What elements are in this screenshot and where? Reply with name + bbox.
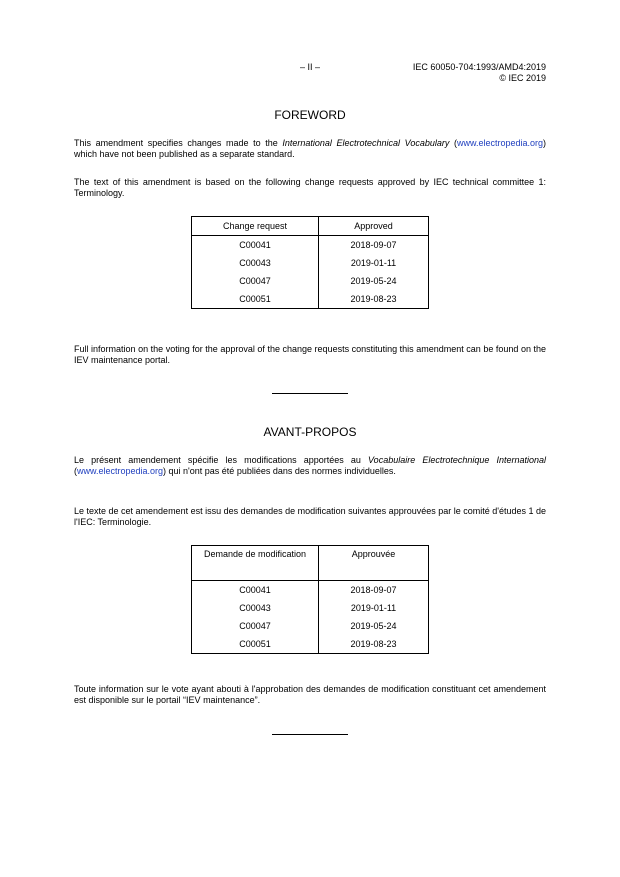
foreword-paragraph-1: This amendment specifies changes made to the International Electrotechnical Vocabulary (www.electropedia.org) which have not been published as a separate standard.	[74, 138, 547, 159]
foreword-p1-text: This amendment specifies changes made to the	[74, 138, 283, 148]
avant-propos-title: AVANT-PROPOS	[263, 425, 357, 439]
table-row	[192, 254, 429, 272]
change-request-cell: C00041	[192, 581, 319, 600]
change-request-cell: C00043	[192, 599, 319, 617]
approved-date-cell: 2019-05-24	[319, 617, 429, 635]
column-header-demande-de-modification: Demande de modification	[192, 546, 319, 581]
avant-propos-paragraph-3: Toute information sur le vote ayant abouti à l'approbation des demandes de modification constituant cet amendement est disponible sur le portail “IEV maintenance”.	[74, 684, 546, 705]
change-request-cell: C00051	[192, 290, 319, 309]
change-request-cell: C00043	[192, 254, 319, 272]
table-row	[192, 581, 429, 600]
electropedia-link[interactable]: www.electropedia.org	[77, 466, 164, 476]
approved-date-cell: 2019-08-23	[319, 635, 429, 654]
table-row	[192, 272, 429, 290]
electropedia-link[interactable]: www.electropedia.org	[456, 138, 544, 148]
avant-propos-p1-italic: Vocabulaire Electrotechnique International	[368, 455, 547, 465]
avant-propos-paragraph-1: Le présent amendement spécifie les modifications apportées au Vocabulaire Electrotechnique International (www.electropedia.org) qui n'ont pas été publiées dans des normes individuelles.	[74, 455, 547, 476]
column-header-change-request: Change request	[192, 217, 319, 236]
foreword-paragraph-3: Full information on the voting for the approval of the change requests constituting this amendment can be found on the IEV maintenance portal.	[74, 344, 546, 365]
avant-propos-paragraph-2: Le texte de cet amendement est issu des demandes de modification suivantes approuvées par le comité d'études 1 de l'IEC: Terminologie.	[74, 506, 547, 527]
approved-date-cell: 2018-09-07	[319, 581, 429, 600]
table-row	[192, 236, 429, 255]
foreword-paragraph-2: The text of this amendment is based on the following change requests approved by IEC technical committee 1: Terminology.	[74, 177, 546, 198]
section-divider	[272, 393, 348, 394]
table-row	[192, 599, 429, 617]
document-id: IEC 60050-704:1993/AMD4:2019	[412, 62, 546, 72]
approved-date-cell: 2019-05-24	[319, 272, 429, 290]
table-row	[192, 617, 429, 635]
copyright-notice: © IEC 2019	[499, 73, 546, 83]
column-header-approved: Approved	[319, 217, 429, 236]
column-header-approuvee: Approuvée	[319, 546, 429, 581]
table-row	[192, 635, 429, 654]
change-request-cell: C00047	[192, 617, 319, 635]
document-reference	[413, 62, 546, 84]
approved-date-cell: 2019-08-23	[319, 290, 429, 309]
table-row	[192, 290, 429, 309]
change-request-cell: C00041	[192, 236, 319, 255]
section-divider	[272, 734, 348, 735]
avant-propos-p1-text: Le présent amendement spécifie les modifications apportées au	[74, 455, 369, 465]
change-request-table	[191, 216, 429, 309]
table-header-row	[192, 217, 429, 236]
table-header-row	[192, 546, 429, 581]
demande-modification-table	[191, 545, 429, 654]
change-request-cell: C00051	[192, 635, 319, 654]
page-number: – II –	[299, 62, 320, 72]
change-request-cell: C00047	[192, 272, 319, 290]
approved-date-cell: 2019-01-11	[319, 599, 429, 617]
approved-date-cell: 2018-09-07	[319, 236, 429, 255]
approved-date-cell: 2019-01-11	[319, 254, 429, 272]
foreword-title: FOREWORD	[274, 108, 346, 122]
foreword-p1-italic: International Electrotechnical Vocabulary	[282, 138, 450, 148]
